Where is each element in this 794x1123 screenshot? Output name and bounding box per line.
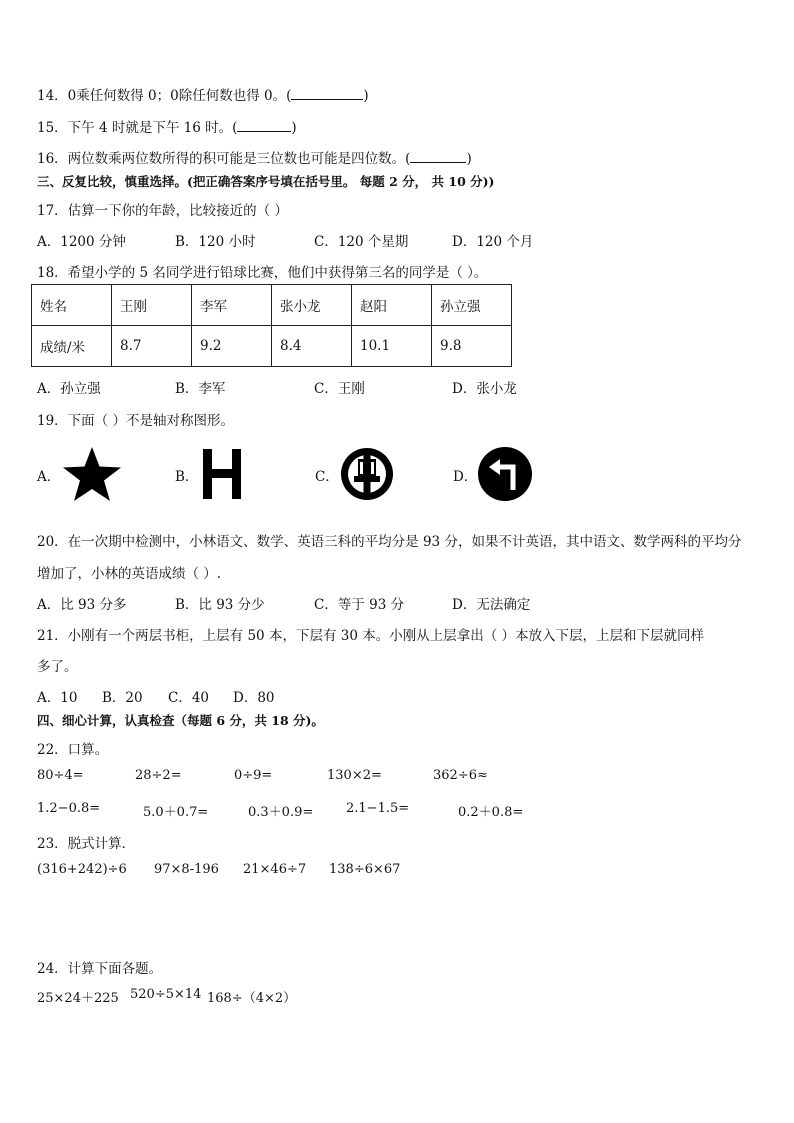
answer-blank[interactable] [237,118,291,132]
table-row-header [32,285,512,326]
option-c[interactable]: C．等于 93 分 [314,597,405,613]
oral-calc-item: 130×2= [327,768,382,783]
oral-calc-item: 5.0＋0.7= [143,805,209,820]
calc-item: 520÷5×14 [130,987,202,1002]
option-b[interactable]: B．李军 [175,381,226,397]
option-c[interactable]: C．40 [168,690,210,706]
step-calc-item: 138÷6×67 [329,862,401,877]
turn-left-sign-icon [477,446,533,502]
table-cell: 9.8 [432,326,512,367]
question-14 [37,84,369,104]
question-23: 23．脱式计算． [37,836,136,852]
oral-calc-item: 80÷4= [37,768,84,783]
table-cell: 10.1 [352,326,432,367]
question-15 [37,116,297,136]
option-c: C． [315,469,339,485]
option-a: A． [37,469,61,485]
option-c[interactable]: C．王刚 [314,381,365,397]
letter-h-icon [199,446,245,502]
option-d: D． [453,469,478,485]
oral-calc-item: 0.3＋0.9= [248,805,314,820]
option-d[interactable]: D．无法确定 [452,597,531,613]
table-cell: 8.4 [272,326,352,367]
table-cell: 成绩/米 [32,326,112,367]
oral-calc-item: 1.2−0.8= [37,801,101,816]
oral-calc-item: 28÷2= [135,768,182,783]
section-4-heading: 四、细心计算，认真检查（每题 6 分，共 18 分)。 [37,713,324,728]
step-calc-item: (316+242)÷6 [37,862,127,877]
section-3-heading: 三、反复比较，慎重选择。(把正确答案序号填在括号里。 每题 2 分， 共 10 分)) [37,174,495,189]
oral-calc-item: 362÷6≈ [433,768,488,783]
option-a[interactable]: A．比 93 分多 [37,597,127,613]
option-b: B． [175,469,199,485]
question-20-line-2: 增加了，小林的英语成绩（ ）. [37,566,222,582]
option-d[interactable]: D．张小龙 [452,381,517,397]
question-18: 18．希望小学的 5 名同学进行铅球比赛，他们中获得第三名的同学是（ ）。 [37,265,488,281]
calc-item: 25×24＋225 [37,991,119,1006]
option-a-figure[interactable] [37,446,97,502]
close-paren: ) [291,120,297,136]
table-cell: 李军 [192,285,272,326]
table-cell: 孙立强 [432,285,512,326]
oral-calc-item: 0.2＋0.8= [458,805,524,820]
close-paren: ) [466,151,472,167]
table-row [32,326,512,367]
option-b[interactable]: B．20 [102,690,143,706]
question-21-line-2: 多了。 [37,659,78,675]
option-c-figure[interactable] [315,446,375,502]
option-b-figure[interactable] [175,446,235,502]
oral-calc-item: 0÷9= [234,768,273,783]
option-d-figure[interactable] [453,446,513,502]
table-cell: 姓名 [32,285,112,326]
table-cell: 赵阳 [352,285,432,326]
answer-blank[interactable] [291,86,363,100]
question-22: 22．口算。 [37,742,109,758]
option-a[interactable]: A．孙立强 [37,381,101,397]
question-14-text: 14．0乘任何数得 0；0除任何数也得 0。( [37,88,292,104]
question-16 [37,147,472,167]
option-c[interactable]: C．120 个星期 [314,234,409,250]
answer-blank[interactable] [410,149,466,163]
option-b[interactable]: B．比 93 分少 [175,597,265,613]
question-17: 17．估算一下你的年龄，比较接近的（ ） [37,203,288,219]
step-calc-item: 21×46÷7 [243,862,307,877]
table-cell: 8.7 [112,326,192,367]
option-a[interactable]: A．10 [37,690,78,706]
bank-logo-icon [339,446,395,502]
option-a[interactable]: A．1200 分钟 [37,234,126,250]
option-d[interactable]: D．80 [233,690,275,706]
question-21-line-1: 21．小刚有一个两层书柜，上层有 50 本，下层有 30 本。小刚从上层拿出（ ）本放入下层，上层和下层就同样 [37,628,704,644]
score-table [31,284,512,367]
calc-item: 168÷（4×2） [207,991,297,1006]
close-paren: ) [363,88,369,104]
option-b[interactable]: B．120 小时 [175,234,256,250]
table-cell: 王刚 [112,285,192,326]
question-24: 24．计算下面各题。 [37,961,163,977]
step-calc-item: 97×8-196 [154,862,219,877]
table-cell: 9.2 [192,326,272,367]
question-19: 19．下面（ ）不是轴对称图形。 [37,413,234,429]
question-20-line-1: 20．在一次期中检测中，小林语文、数学、英语三科的平均分是 93 分，如果不计英语，其中语文、数学两科的平均分 [37,534,742,550]
question-16-text: 16．两位数乘两位数所得的积可能是三位数也可能是四位数。( [37,151,411,167]
table-cell: 张小龙 [272,285,352,326]
star-icon [61,446,123,502]
option-d[interactable]: D．120 个月 [452,234,534,250]
question-15-text: 15．下午 4 时就是下午 16 时。( [37,120,238,136]
oral-calc-item: 2.1−1.5= [346,801,410,816]
